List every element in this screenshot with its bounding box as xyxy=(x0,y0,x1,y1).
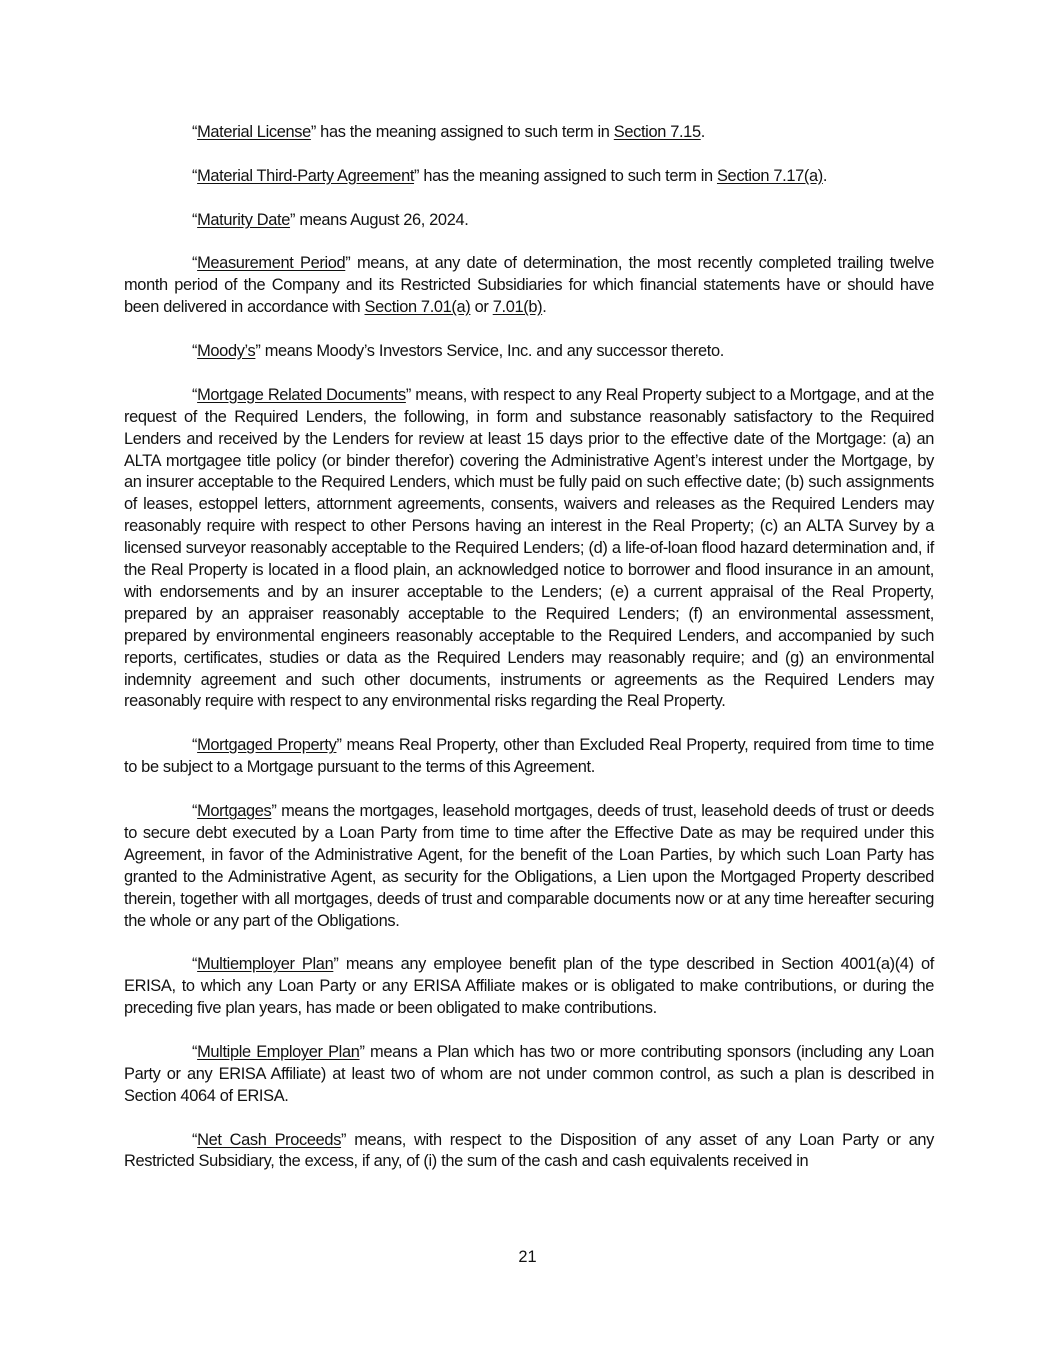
definition-moodys: “Moody’s” means Moody’s Investors Service, Inc. and any successor thereto. xyxy=(192,342,724,360)
defined-term: Multiple Employer Plan xyxy=(197,1042,360,1061)
section-reference: Section 7.01(a) xyxy=(364,298,471,317)
defined-term: Mortgages xyxy=(197,801,272,820)
page-number: 21 xyxy=(518,1248,537,1266)
definition-net-cash-proceeds: “Net Cash Proceeds” means, with respect to the Disposition of any asset of any Loan Party or any Restricted Subsidiary, the excess, if any, of (i) the sum of the cash and cash equivalents received in xyxy=(124,1130,935,1171)
definition-measurement-period: “Measurement Period” means, at any date of determination, the most recently completed trailing twelve month period of the Company and its Restricted Subsidiaries for which financial statements have or should have been delivered in accordance with Section 7.01(a) or 7.01(b). xyxy=(124,254,935,317)
section-reference: Section 7.17(a) xyxy=(716,166,823,185)
definition-material-license: “Material License” has the meaning assigned to such term in Section 7.15. xyxy=(192,123,705,141)
defined-term: Material License xyxy=(197,123,311,141)
defined-term: Moody’s xyxy=(197,342,256,360)
definition-multiemployer-plan: “Multiemployer Plan” means any employee benefit plan of the type described in Section 4001(a)(4) of ERISA, to which any Loan Party or any ERISA Affiliate makes or is obligated to make contributions, or during the preceding five plan years, has made or been obligated to make contributions. xyxy=(124,955,935,1018)
section-reference: 7.01(b) xyxy=(492,298,543,317)
definition-mortgaged-property: “Mortgaged Property” means Real Property, other than Excluded Real Property, required from time to time to be subject to a Mortgage pursuant to the terms of this Agreement. xyxy=(124,736,934,777)
defined-term: Measurement Period xyxy=(197,254,346,273)
defined-term: Mortgage Related Documents xyxy=(197,385,406,404)
section-reference: Section 7.15 xyxy=(613,123,701,141)
definition-maturity-date: “Maturity Date” means August 26, 2024. xyxy=(192,210,469,229)
definition-material-third-party-agreement: “Material Third-Party Agreement” has the meaning assigned to such term in Section 7.17(a). xyxy=(192,166,828,185)
defined-term: Maturity Date xyxy=(197,210,291,229)
defined-term: Multiemployer Plan xyxy=(197,955,334,974)
definition-multiple-employer-plan: “Multiple Employer Plan” means a Plan which has two or more contributing sponsors (including any Loan Party or any ERISA Affiliate) at least two of whom are not under common control, as such a plan is described in Section 4064 of ERISA. xyxy=(124,1042,935,1105)
defined-term: Net Cash Proceeds xyxy=(197,1130,342,1149)
document-body xyxy=(124,122,934,1195)
definition-mortgage-related-documents: “Mortgage Related Documents” means, with respect to any Real Property subject to a Mortgage, and at the request of the Required Lenders, the following, in form and substance reasonably satisfactory to the Required Lenders and received by the Lenders for review at least 15 days prior to the effective date of the Mortgage: (a) an ALTA mortgagee title policy (or binder therefor) covering the Administrative Agent’s interest under the Mortgage, by an insurer acceptable to the Required Lenders, which must be fully paid on such effective date; (b) such assignments of leases, estoppel letters, attornment agreements, consents, waivers and releases as the Required Lenders may reasonably require with respect to other Persons having an interest in the Real Property; (c) an ALTA Survey by a licensed surveyor reasonably acceptable to the Required Lenders; (d) a life-of-loan flood hazard determination and, if the Real Property is located in a flood plain, an acknowledged notice to borrower and flood insurance in an amount, with endorsements and by an insurer acceptable to the Lenders; (e) a current appraisal of the Real Property, prepared by an appraiser reasonably acceptable to the Required Lenders; (f) an environmental assessment, prepared by environmental engineers reasonably acceptable to the Required Lenders, and accompanied by such reports, certificates, studies or data as the Required Lenders may reasonably require; and (g) an environmental indemnity agreement and such other documents, instruments or agreements as the Required Lenders may reasonably require with respect to any environmental risks regarding the Real Property. xyxy=(124,385,934,711)
definition-mortgages: “Mortgages” means the mortgages, leasehold mortgages, deeds of trust, leasehold deeds of trust or deeds to secure debt executed by a Loan Party from time to time after the Effective Date as may be required under this Agreement, in favor of the Administrative Agent, for the benefit of the Loan Parties, by which such Loan Party has granted to the Administrative Agent, as security for the Obligations, a Lien upon the Mortgaged Property described therein, together with all mortgages, deeds of trust and comparable documents now or at any time hereafter securing the whole or any part of the Obligations. xyxy=(124,801,935,930)
defined-term: Mortgaged Property xyxy=(197,736,337,755)
defined-term: Material Third-Party Agreement xyxy=(197,166,415,185)
